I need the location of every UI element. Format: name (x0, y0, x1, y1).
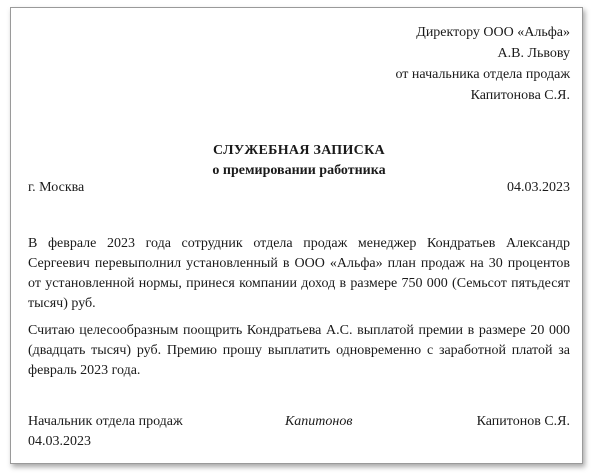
signer-name: Капитонов С.Я. (476, 414, 570, 429)
document-title-block (28, 141, 570, 181)
signature-row (28, 412, 570, 432)
document-date: 04.03.2023 (507, 180, 570, 195)
handwritten-signature: Капитонов (285, 414, 353, 429)
document-place: г. Москва (28, 180, 85, 195)
document-title: СЛУЖЕБНАЯ ЗАПИСКА (213, 143, 385, 158)
signature-date: 04.03.2023 (28, 434, 91, 449)
addressee-block (395, 22, 570, 106)
addressee-line-sender-name: Капитонова С.Я. (470, 88, 570, 103)
document-body (28, 234, 570, 388)
body-paragraph: В феврале 2023 года сотрудник отдела продаж менеджер Кондратьев Александр Сергеевич перевыполнил установленный в ООО «Альфа» план продаж на 30 процентов от установленной нормы, принеся компании доход в размере 750 000 (Семьсот пятьдесят тысяч) руб. (28, 236, 570, 311)
place-date-row (28, 178, 570, 198)
body-paragraph: Считаю целесообразным поощрить Кондратьева А.С. выплатой премии в размере 20 000 (двадцать тысяч) руб. Премию прошу выплатить одновременно с заработной платой за февраль 2023 года. (28, 323, 570, 378)
document-sheet (10, 7, 583, 464)
document-content (28, 8, 570, 463)
addressee-line-recipient-title: Директору ООО «Альфа» (416, 25, 570, 40)
addressee-line-recipient-name: А.В. Львову (497, 46, 570, 61)
addressee-line-sender-title: от начальника отдела продаж (395, 67, 570, 82)
document-subtitle: о премировании работника (212, 163, 386, 178)
signer-position: Начальник отдела продаж (28, 414, 183, 429)
